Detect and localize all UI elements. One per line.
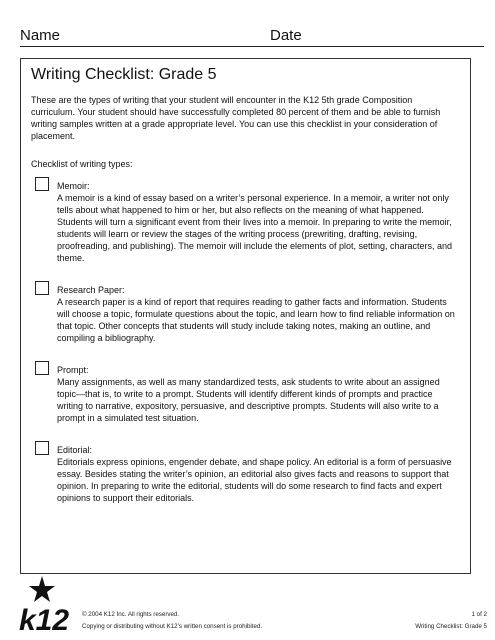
k12-logo <box>18 574 74 636</box>
item-title: Prompt: <box>57 365 89 375</box>
copyright-text: © 2004 K12 Inc. All rights reserved. <box>82 611 180 618</box>
item-title: Memoir: <box>57 181 90 191</box>
memoir-checkbox[interactable] <box>35 177 49 191</box>
logo-wordmark: k12 <box>19 604 70 636</box>
name-label: Name <box>20 27 61 44</box>
editorial-checkbox[interactable] <box>35 441 49 455</box>
checklist-heading: Checklist of writing types: <box>31 159 133 169</box>
distribution-notice: Copying or distributing without K12’s written consent is prohibited. <box>82 623 263 630</box>
footer-legal <box>82 609 262 633</box>
star-icon <box>29 576 55 602</box>
page-header <box>20 27 484 47</box>
footer-page-info <box>415 609 487 633</box>
checklist-box <box>20 58 471 574</box>
item-description: Editorials express opinions, engender debate, and shape policy. An editorial is a form of persuasive essay. Besides stating the writer’s opinion, an editorial also gives facts and reasons to support that opinion. In preparing to write the editorial, students will do some research to find facts and expert opinions to support their editorials. <box>57 457 452 503</box>
intro-paragraph: These are the types of writing that your student will encounter in the K12 5th grade Composition curriculum. Your student should have successfully completed 80 percent of them and be able to furnish writing samples written at a grade appropriate level. You can use this checklist in your consideration of placement. <box>31 95 441 141</box>
research-paper-checkbox[interactable] <box>35 281 49 295</box>
item-title: Editorial: <box>57 445 93 455</box>
page-number: 1 of 2 <box>471 611 487 618</box>
item-description: A research paper is a kind of report that requires reading to gather facts and information. Students will choose a topic, formulate questions about the topic, and learn how to find reliable information on that topic. Other concepts that students will study include taking notes, making an outline, and compiling a bibliography. <box>57 297 455 343</box>
footer-doc-title: Writing Checklist: Grade 5 <box>415 623 487 630</box>
item-description: Many assignments, as well as many standardized tests, ask students to write about an assigned topic—that is, to write to a prompt. Students will identify different kinds of prompts and practice writing to narrative, expository, persuasive, and descriptive prompts. Students will also write to a prompt in a simulated test situation. <box>57 377 440 423</box>
item-description: A memoir is a kind of essay based on a writer’s personal experience. In a memoir, a writer not only tells about what happened to him or her, but also reflects on the meaning of what happened. Students will turn a significant event from their lives into a memoir. In preparing to write the memoir, students will learn or review the stages of the writing process (prewriting, drafting, revising, proofreading, and publishing). The memoir will include the elements of plot, setting, characters, and theme. <box>57 193 453 263</box>
checklist-title: Writing Checklist: Grade 5 <box>31 66 217 83</box>
date-label: Date <box>270 27 302 44</box>
prompt-checkbox[interactable] <box>35 361 49 375</box>
item-title: Research Paper: <box>57 285 125 295</box>
